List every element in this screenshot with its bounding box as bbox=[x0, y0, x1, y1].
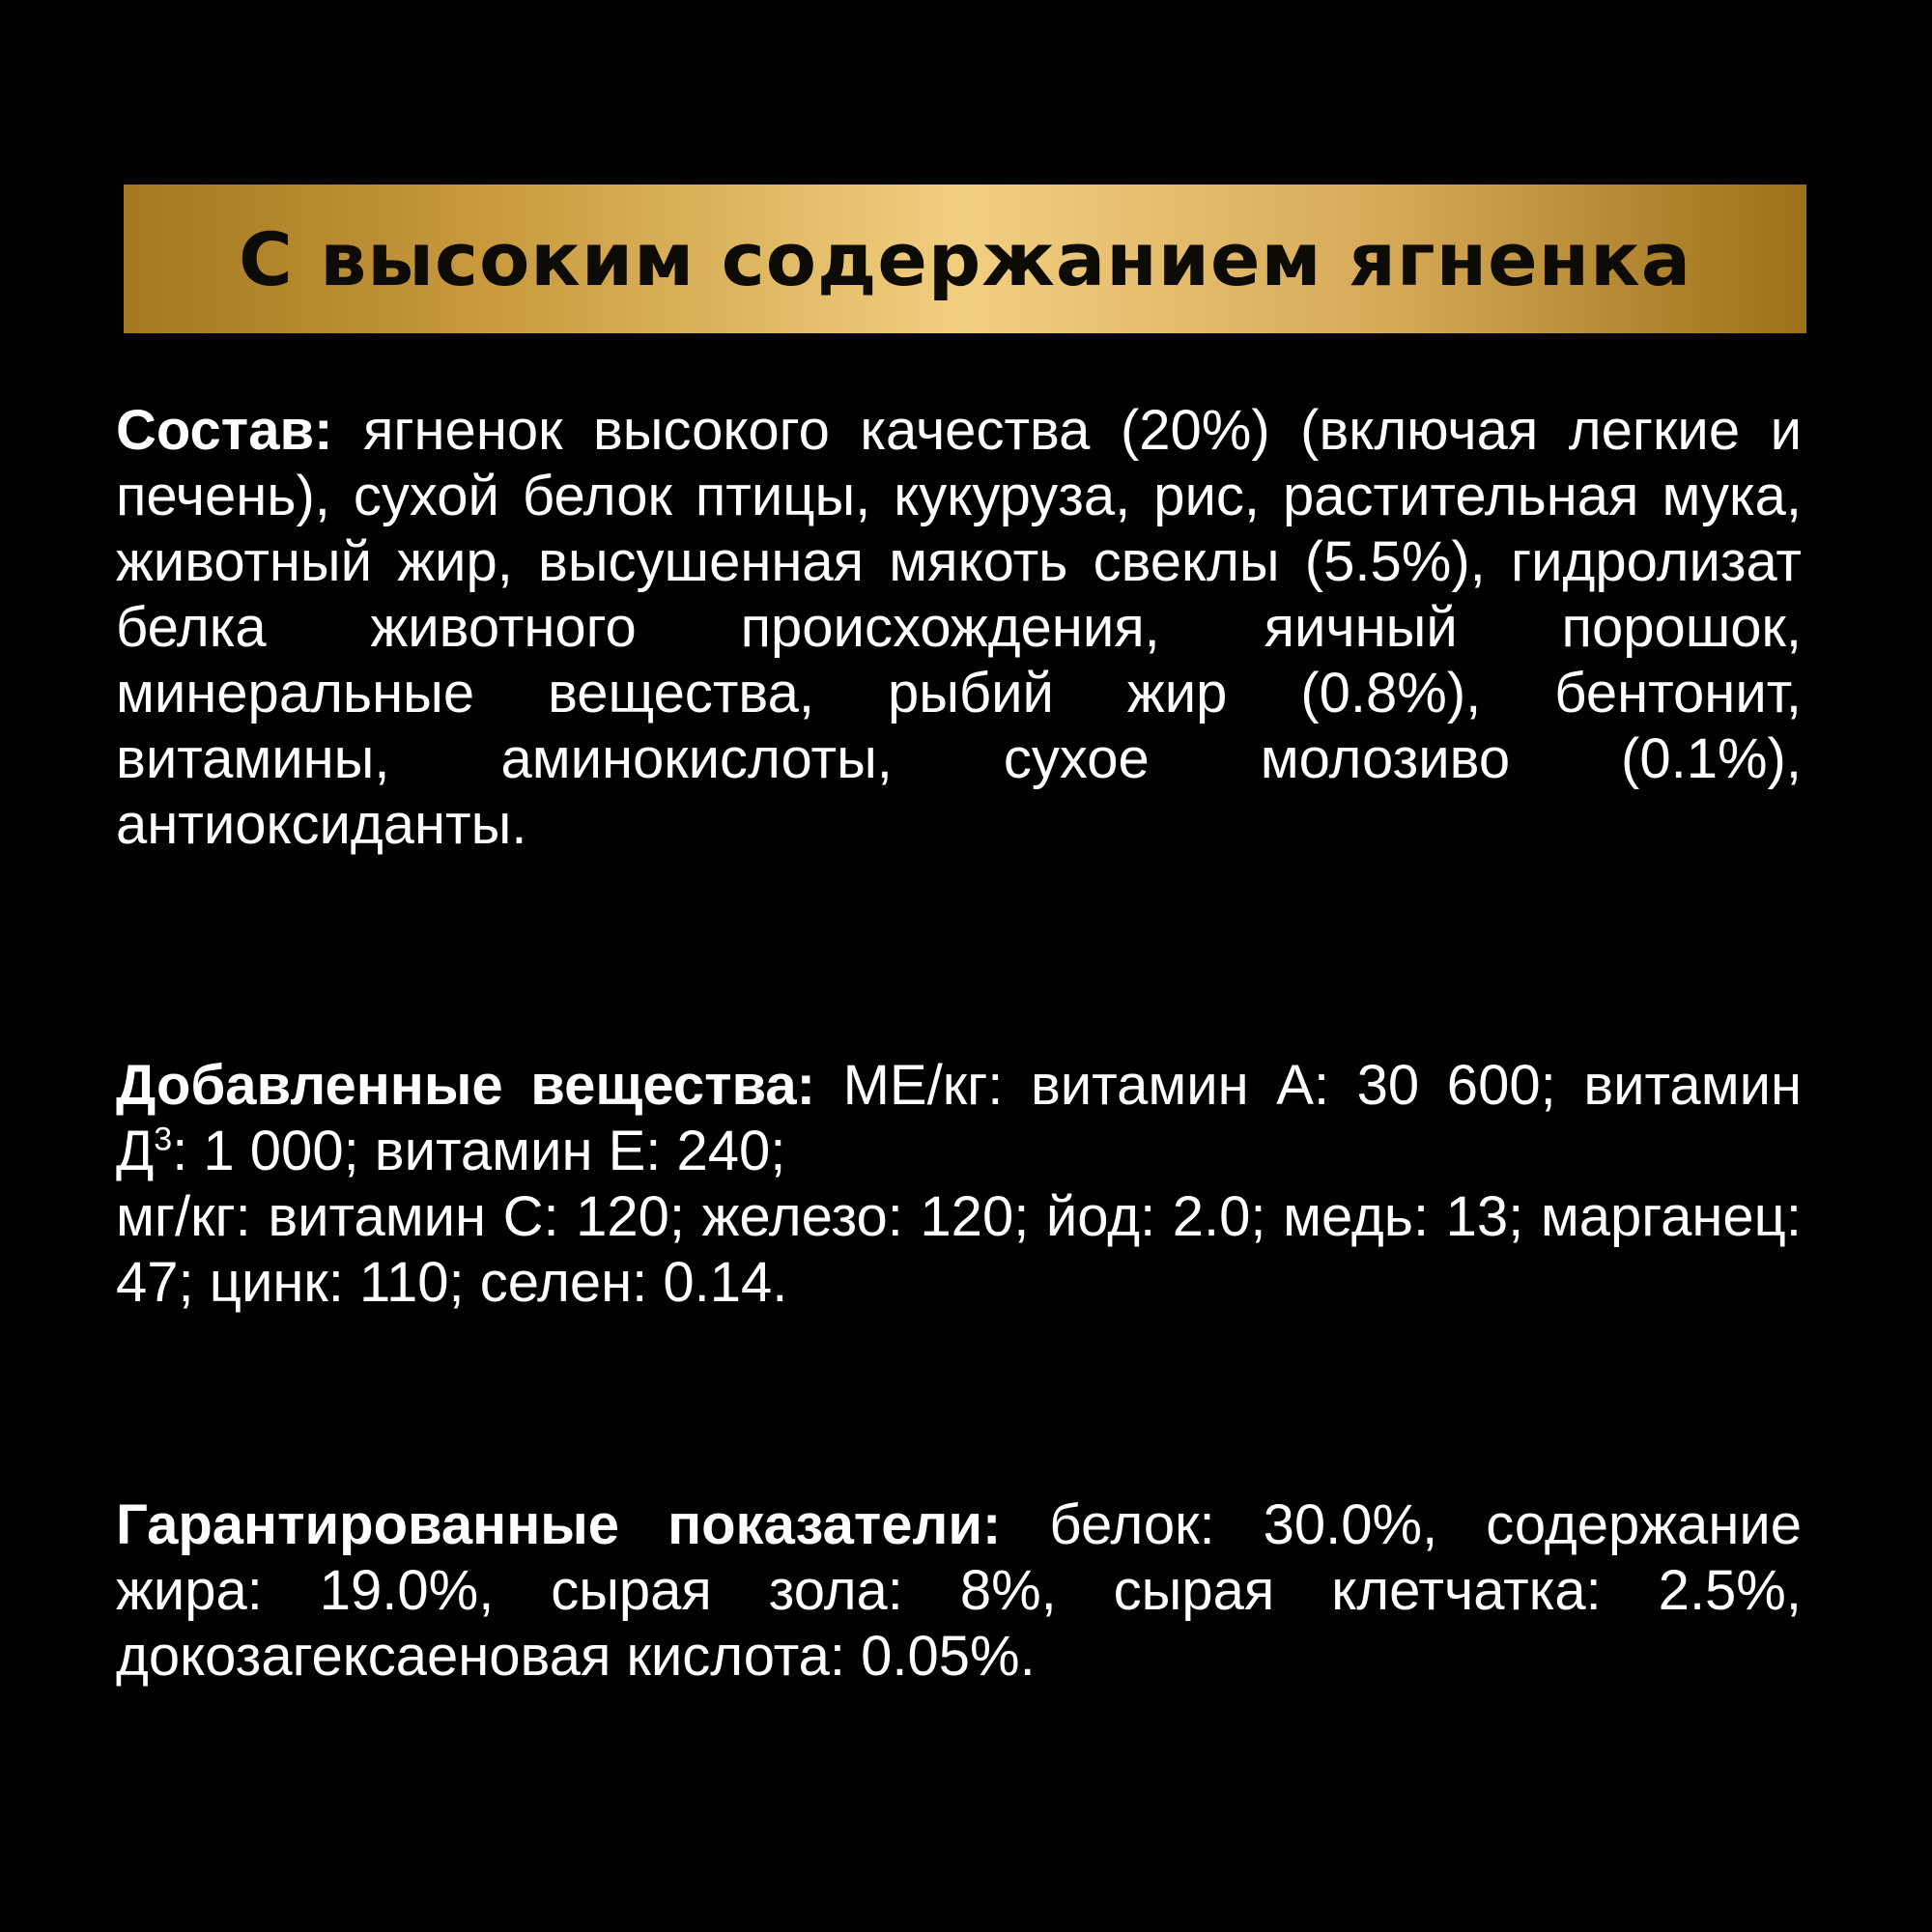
composition-text: ягненок высокого качества (20%) (включая легкие и печень), сухой белок птицы, кукуруза, рис, растительная мука, животный жир, высушенная мякоть свеклы (5.5%), гидролизат белка животного происхождения, яичный порошок, минеральные вещества, рыбий жир (0.8%), бентонит, витамины, аминокислоты, сухое молозиво (0.1%), антиоксиданты. bbox=[116, 399, 1802, 856]
composition-label: Состав: bbox=[116, 399, 333, 462]
title-banner bbox=[124, 185, 1806, 333]
additives-paragraph-mg bbox=[116, 1184, 1802, 1316]
composition-paragraph bbox=[116, 398, 1802, 858]
additives-section bbox=[116, 1053, 1802, 1316]
additives-iu-text-end: : 1 000; витамин Е: 240; bbox=[172, 1120, 786, 1182]
additives-iu-text: МЕ/кг: витамин А: 30 600; витамин Д bbox=[116, 1054, 1802, 1182]
guarantees-label: Гарантированные показатели: bbox=[116, 1493, 1002, 1556]
guarantees-section bbox=[116, 1492, 1802, 1690]
additives-superscript: 3 bbox=[154, 1121, 173, 1158]
additives-mg-text: мг/кг: витамин С: 120; железо: 120; йод: 2.0; медь: 13; марганец: 47; цинк: 110; селен: 0.14. bbox=[116, 1185, 1802, 1314]
guarantees-paragraph bbox=[116, 1492, 1802, 1690]
composition-section bbox=[116, 398, 1802, 858]
guarantees-text: белок: 30.0%, содержание жира: 19.0%, сырая зола: 8%, сырая клетчатка: 2.5%, докозагексаеновая кислота: 0.05%. bbox=[116, 1493, 1802, 1688]
banner-title: С высоким содержанием ягненка bbox=[238, 215, 1692, 302]
additives-label: Добавленные вещества: bbox=[116, 1054, 815, 1117]
additives-paragraph-iu bbox=[116, 1053, 1802, 1184]
